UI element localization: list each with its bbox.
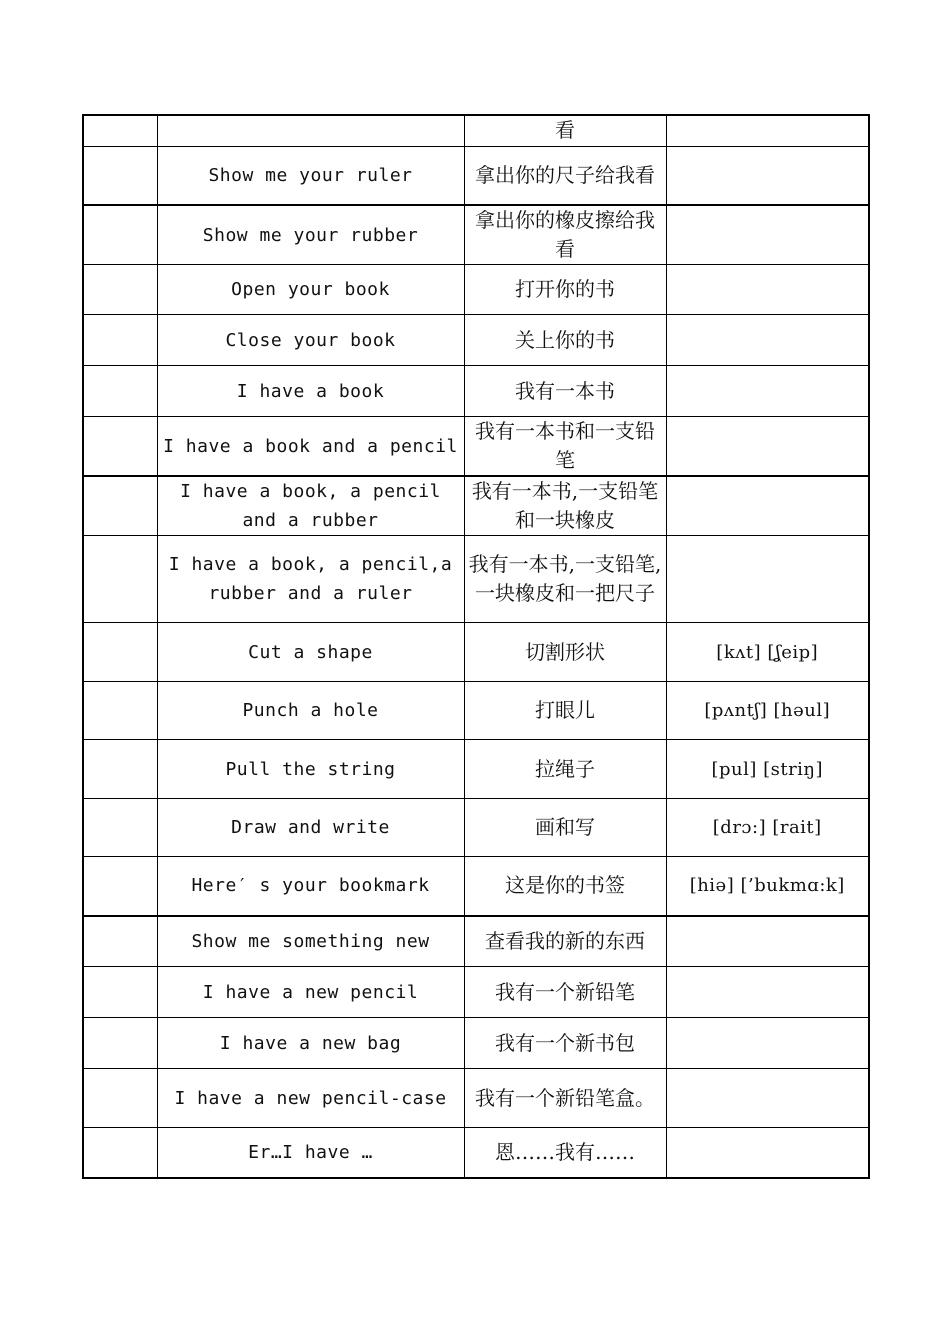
phonetic-cell bbox=[666, 205, 869, 265]
table-row bbox=[83, 205, 869, 265]
row-number-cell bbox=[83, 366, 157, 417]
row-number-cell bbox=[83, 1128, 157, 1178]
row-number-cell bbox=[83, 967, 157, 1018]
phonetic-cell: [hiə] [’bukmɑ:k] bbox=[666, 857, 869, 916]
phonetic-cell: [pʌntʃ] [həul] bbox=[666, 682, 869, 740]
table-row bbox=[83, 857, 869, 916]
row-number-cell bbox=[83, 205, 157, 265]
row-number-cell bbox=[83, 476, 157, 536]
table-row bbox=[83, 1018, 869, 1069]
row-number-cell bbox=[83, 536, 157, 623]
english-cell: I have a book bbox=[157, 366, 464, 417]
phonetic-cell bbox=[666, 366, 869, 417]
row-number-cell bbox=[83, 115, 157, 146]
table-row bbox=[83, 1128, 869, 1178]
chinese-cell: 查看我的新的东西 bbox=[464, 916, 666, 967]
table-row bbox=[83, 967, 869, 1018]
table-row bbox=[83, 115, 869, 146]
phonetic-cell bbox=[666, 1069, 869, 1128]
english-cell: Show me something new bbox=[157, 916, 464, 967]
table-row bbox=[83, 146, 869, 205]
row-number-cell bbox=[83, 682, 157, 740]
english-cell: Punch a hole bbox=[157, 682, 464, 740]
english-cell: Show me your ruler bbox=[157, 146, 464, 205]
chinese-cell: 关上你的书 bbox=[464, 315, 666, 366]
phonetic-cell: [kʌt] [ʆeip] bbox=[666, 623, 869, 682]
row-number-cell bbox=[83, 146, 157, 205]
phonetic-cell bbox=[666, 315, 869, 366]
table-row bbox=[83, 740, 869, 799]
table-row bbox=[83, 476, 869, 536]
table-row bbox=[83, 1069, 869, 1128]
chinese-cell: 我有一本书,一支铅笔,一块橡皮和一把尺子 bbox=[464, 536, 666, 623]
row-number-cell bbox=[83, 1018, 157, 1069]
table-row bbox=[83, 417, 869, 477]
row-number-cell bbox=[83, 1069, 157, 1128]
english-cell: I have a new bag bbox=[157, 1018, 464, 1069]
phonetic-cell: [drɔ:] [rait] bbox=[666, 799, 869, 857]
table-row bbox=[83, 265, 869, 315]
table-row bbox=[83, 536, 869, 623]
english-cell: Er…I have … bbox=[157, 1128, 464, 1178]
row-number-cell bbox=[83, 623, 157, 682]
english-cell bbox=[157, 115, 464, 146]
chinese-cell: 打开你的书 bbox=[464, 265, 666, 315]
english-cell: Here′ s your bookmark bbox=[157, 857, 464, 916]
english-cell: Cut a shape bbox=[157, 623, 464, 682]
row-number-cell bbox=[83, 799, 157, 857]
phonetic-cell bbox=[666, 417, 869, 477]
phonetic-cell bbox=[666, 146, 869, 205]
chinese-cell: 我有一本书 bbox=[464, 366, 666, 417]
table-row bbox=[83, 315, 869, 366]
chinese-cell: 我有一本书和一支铅笔 bbox=[464, 417, 666, 477]
chinese-cell: 打眼儿 bbox=[464, 682, 666, 740]
english-cell: I have a new pencil bbox=[157, 967, 464, 1018]
chinese-cell: 切割形状 bbox=[464, 623, 666, 682]
row-number-cell bbox=[83, 857, 157, 916]
english-cell: Close your book bbox=[157, 315, 464, 366]
chinese-cell: 画和写 bbox=[464, 799, 666, 857]
vocabulary-table bbox=[82, 114, 870, 1179]
chinese-cell: 拿出你的橡皮擦给我看 bbox=[464, 205, 666, 265]
phonetic-cell bbox=[666, 1018, 869, 1069]
chinese-cell: 恩……我有…… bbox=[464, 1128, 666, 1178]
row-number-cell bbox=[83, 740, 157, 799]
chinese-cell: 看 bbox=[464, 115, 666, 146]
table-row bbox=[83, 916, 869, 967]
phonetic-cell: [pul] [striŋ] bbox=[666, 740, 869, 799]
row-number-cell bbox=[83, 916, 157, 967]
phonetic-cell bbox=[666, 115, 869, 146]
chinese-cell: 我有一个新铅笔 bbox=[464, 967, 666, 1018]
phonetic-cell bbox=[666, 916, 869, 967]
english-cell: I have a book, a pencil and a rubber bbox=[157, 476, 464, 536]
chinese-cell: 我有一个新书包 bbox=[464, 1018, 666, 1069]
english-cell: Draw and write bbox=[157, 799, 464, 857]
chinese-cell: 这是你的书签 bbox=[464, 857, 666, 916]
table-row bbox=[83, 623, 869, 682]
row-number-cell bbox=[83, 417, 157, 477]
phonetic-cell bbox=[666, 265, 869, 315]
table-row bbox=[83, 682, 869, 740]
chinese-cell: 我有一个新铅笔盒。 bbox=[464, 1069, 666, 1128]
chinese-cell: 我有一本书,一支铅笔和一块橡皮 bbox=[464, 476, 666, 536]
english-cell: Open your book bbox=[157, 265, 464, 315]
chinese-cell: 拉绳子 bbox=[464, 740, 666, 799]
row-number-cell bbox=[83, 315, 157, 366]
phonetic-cell bbox=[666, 476, 869, 536]
english-cell: I have a book and a pencil bbox=[157, 417, 464, 477]
table-row bbox=[83, 366, 869, 417]
phonetic-cell bbox=[666, 536, 869, 623]
english-cell: Show me your rubber bbox=[157, 205, 464, 265]
english-cell: Pull the string bbox=[157, 740, 464, 799]
table-row bbox=[83, 799, 869, 857]
phonetic-cell bbox=[666, 1128, 869, 1178]
english-cell: I have a new pencil-case bbox=[157, 1069, 464, 1128]
row-number-cell bbox=[83, 265, 157, 315]
chinese-cell: 拿出你的尺子给我看 bbox=[464, 146, 666, 205]
phonetic-cell bbox=[666, 967, 869, 1018]
english-cell: I have a book, a pencil,a rubber and a ruler bbox=[157, 536, 464, 623]
